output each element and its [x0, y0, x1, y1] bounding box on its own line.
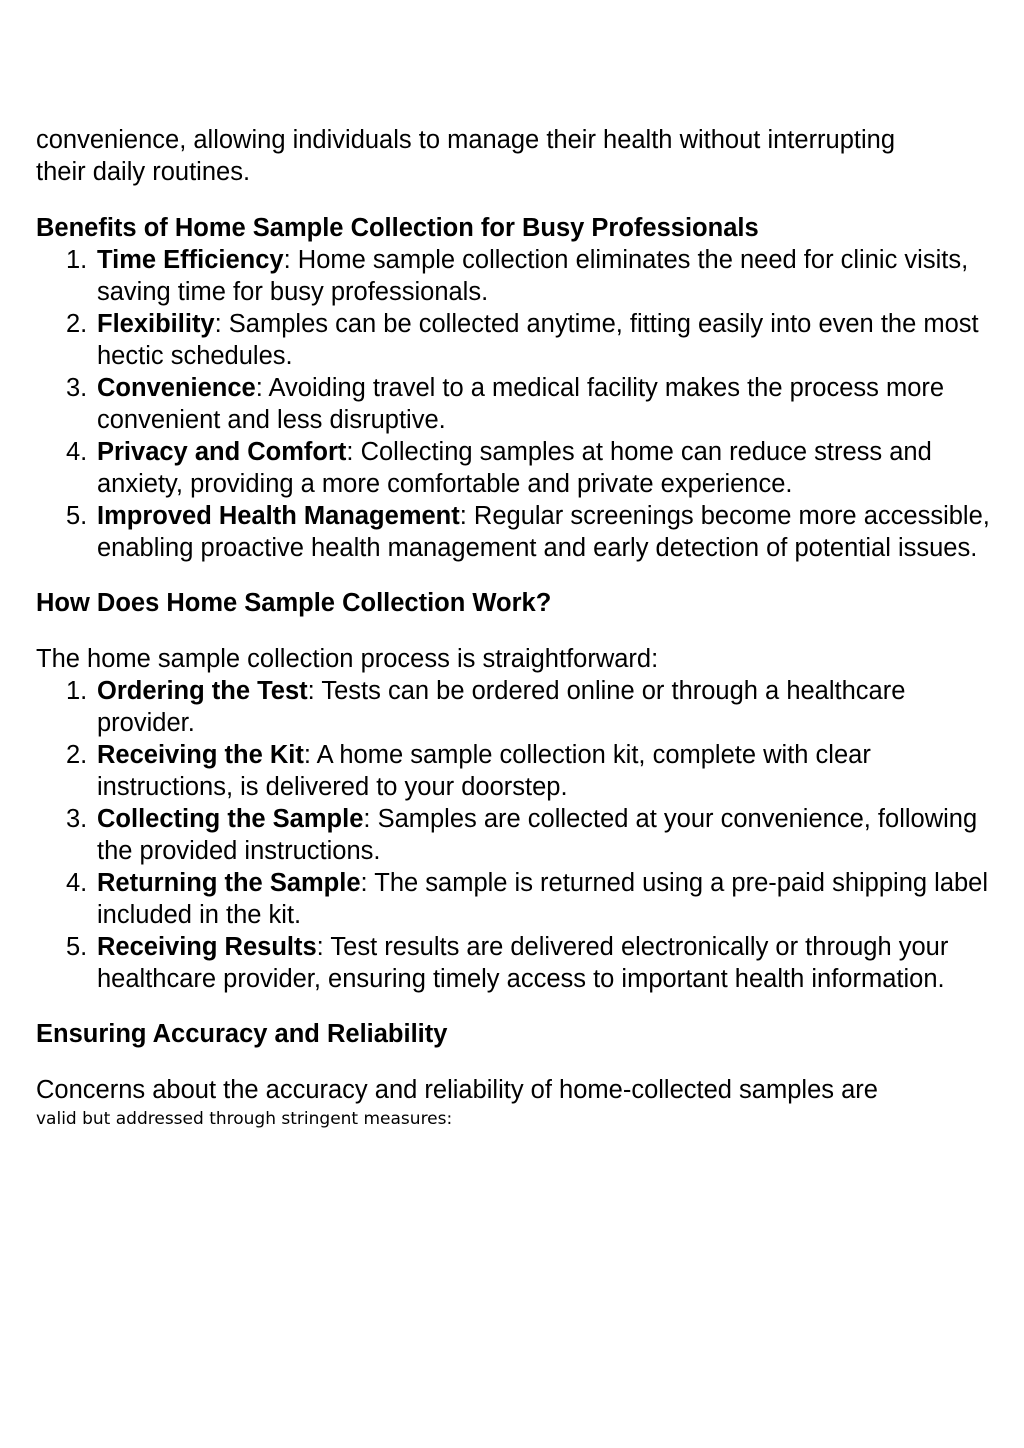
intro-line-1: convenience, allowing individuals to manage their health without interrupting	[36, 126, 896, 154]
list-number: 5.	[66, 502, 88, 530]
list-separator: :	[346, 438, 354, 466]
list-text: Samples are collected at your convenience, following the provided instructions.	[97, 805, 978, 865]
list-number: 4.	[66, 438, 88, 466]
list-term: Returning the Sample	[97, 869, 361, 897]
list-separator: :	[303, 741, 311, 769]
process-intro: The home sample collection process is straightforward:	[36, 645, 659, 673]
list-term: Time Efficiency	[97, 246, 284, 274]
intro-line-2: their daily routines.	[36, 158, 251, 186]
list-number: 3.	[66, 805, 88, 833]
list-separator: :	[363, 805, 371, 833]
benefits-heading: Benefits of Home Sample Collection for Busy Professionals	[36, 214, 759, 242]
list-item	[36, 931, 996, 995]
list-number: 2.	[66, 741, 88, 769]
list-item	[36, 436, 996, 500]
list-term: Receiving Results	[97, 933, 317, 961]
process-list	[36, 675, 996, 995]
list-number: 2.	[66, 310, 88, 338]
list-separator: :	[316, 933, 324, 961]
list-number: 1.	[66, 246, 88, 274]
list-text: Avoiding travel to a medical facility makes the process more convenient and less disruptive.	[97, 374, 945, 434]
list-number: 5.	[66, 933, 88, 961]
list-separator: :	[214, 310, 222, 338]
list-term: Privacy and Comfort	[97, 438, 347, 466]
list-item	[36, 308, 996, 372]
list-item	[36, 372, 996, 436]
list-number: 1.	[66, 677, 88, 705]
list-separator: :	[307, 677, 315, 705]
list-text: Tests can be ordered online or through a healthcare provider.	[97, 677, 906, 737]
list-item	[36, 675, 996, 739]
accuracy-paragraph: Concerns about the accuracy and reliability of home-collected samples are	[36, 1076, 878, 1104]
list-text: Collecting samples at home can reduce stress and anxiety, providing a more comfortable and private experience.	[97, 438, 932, 498]
list-separator: :	[360, 869, 368, 897]
list-term: Convenience	[97, 374, 256, 402]
list-term: Ordering the Test	[97, 677, 308, 705]
list-text: Test results are delivered electronically or through your healthcare provider, ensuring timely access to important health information.	[97, 933, 949, 993]
list-separator: :	[255, 374, 263, 402]
intro-paragraph	[36, 124, 996, 188]
list-term: Flexibility	[97, 310, 215, 338]
accuracy-heading: Ensuring Accuracy and Reliability	[36, 1020, 448, 1048]
list-number: 4.	[66, 869, 88, 897]
list-item	[36, 803, 996, 867]
list-item	[36, 867, 996, 931]
list-separator: :	[459, 502, 467, 530]
list-text: Home sample collection eliminates the need for clinic visits, saving time for busy professionals.	[97, 246, 969, 306]
list-number: 3.	[66, 374, 88, 402]
list-text: Samples can be collected anytime, fitting easily into even the most hectic schedules.	[97, 310, 979, 370]
list-text: A home sample collection kit, complete with clear instructions, is delivered to your doorstep.	[97, 741, 871, 801]
document-body	[36, 124, 996, 1132]
list-item	[36, 244, 996, 308]
list-term: Improved Health Management	[97, 502, 460, 530]
list-separator: :	[283, 246, 291, 274]
process-heading: How Does Home Sample Collection Work?	[36, 589, 552, 617]
benefits-list	[36, 244, 996, 564]
list-term: Collecting the Sample	[97, 805, 364, 833]
list-text: Regular screenings become more accessible, enabling proactive health management and early detection of potential issues.	[97, 502, 990, 562]
list-item	[36, 500, 996, 564]
list-text: The sample is returned using a pre-paid shipping label included in the kit.	[97, 869, 989, 929]
accuracy-paragraph-continuation: valid but addressed through stringent measures:	[36, 1109, 453, 1129]
list-item	[36, 739, 996, 803]
list-term: Receiving the Kit	[97, 741, 304, 769]
